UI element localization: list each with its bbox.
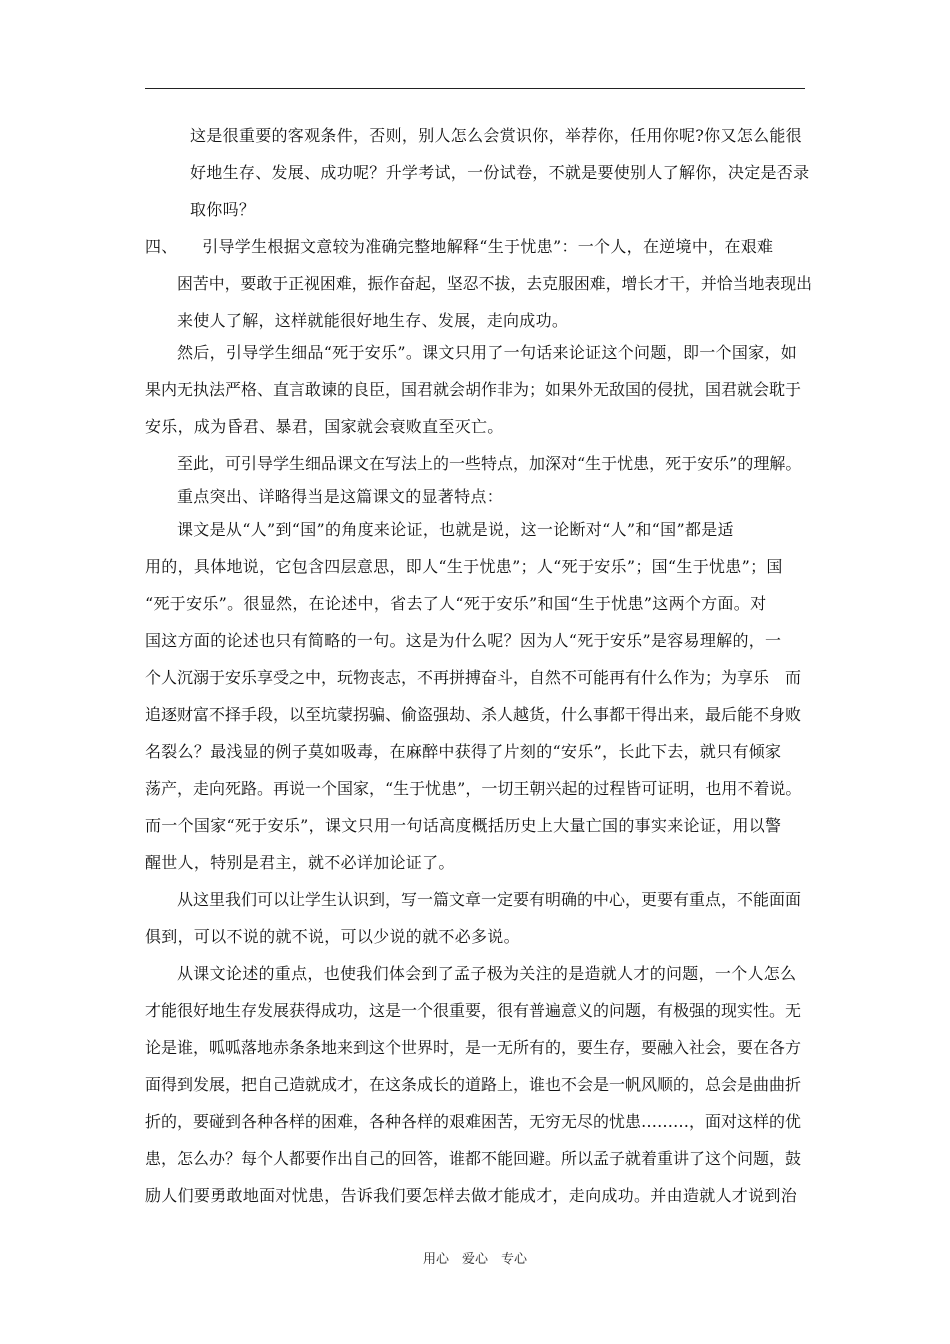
text-line: 而一个国家“死于安乐”，课文只用一句话高度概括历史上大量亡国的事实来论证，用以警 [145, 816, 782, 835]
text-line: 名裂么？最浅显的例子莫如吸毒，在麻醉中获得了片刻的“安乐”，长此下去，就只有倾家 [145, 742, 782, 761]
text-line: 从这里我们可以让学生认识到，写一篇文章一定要有明确的中心，更要有重点，不能面面 [177, 890, 802, 909]
page-footer: 用心 爱心 专心 [422, 1252, 527, 1267]
text-line: 这是很重要的客观条件，否则，别人怎么会赏识你，举荐你，任用你呢?你又怎么能很 [190, 126, 802, 145]
text-line: 国这方面的论述也只有简略的一句。这是为什么呢？因为人“死于安乐”是容易理解的，一 [145, 631, 782, 650]
text-line: 用的，具体地说，它包含四层意思，即人“生于忧患”；人“死于安乐”；国“生于忧患”；国 [145, 557, 783, 576]
text-line: 至此，可引导学生细品课文在写法上的一些特点，加深对“生于忧患，死于安乐”的理解。 [177, 454, 802, 473]
text-line: 励人们要勇敢地面对忧患，告诉我们要怎样去做才能成才，走向成功。并由造就人才说到治 [145, 1186, 798, 1205]
text-line: 从课文论述的重点，也使我们体会到了孟子极为关注的是造就人才的问题，一个人怎么 [177, 964, 797, 983]
text-line: 面得到发展，把自己造就成才，在这条成长的道路上，谁也不会是一帆风顺的，总会是曲曲折 [145, 1075, 802, 1094]
text-line: 然后，引导学生细品“死于安乐”。课文只用了一句话来论证这个问题，即一个国家，如 [177, 343, 798, 362]
text-line: 果内无执法严格、直言敢谏的良臣，国君就会胡作非为；如果外无敌国的侵扰，国君就会耽于 [145, 380, 802, 399]
text-line: 患，怎么办？每个人都要作出自己的回答，谁都不能回避。所以孟子就着重讲了这个问题，鼓 [145, 1149, 802, 1168]
text-line: 安乐，成为昏君、暴君，国家就会衰败直至灭亡。 [145, 417, 504, 436]
text-line: 折的，要碰到各种各样的困难，各种各样的艰难困苦，无穷无尽的忧患………，面对这样的优 [145, 1112, 802, 1131]
text-line: 四、 引导学生根据文意较为准确完整地解释“生于忧患”：一个人，在逆境中，在艰难 [145, 237, 774, 256]
text-line: 来使人了解，这样就能很好地生存、发展，走向成功。 [177, 311, 569, 330]
text-line: “死于安乐”。很显然，在论述中，省去了人“死于安乐”和国“生于忧患”这两个方面。对 [145, 594, 767, 613]
text-line: 论是谁，呱呱落地赤条条地来到这个世界时，是一无所有的，要生存，要融入社会，要在各方 [145, 1038, 802, 1057]
text-line: 荡产，走向死路。再说一个国家，“生于忧患”，一切王朝兴起的过程皆可证明，也用不着说。 [145, 779, 802, 798]
text-line: 课文是从“人”到“国”的角度来论证，也就是说，这一论断对“人”和“国”都是适 [177, 520, 734, 539]
header-rule [145, 88, 805, 89]
text-line: 取你吗？ [190, 200, 256, 219]
text-line: 个人沉溺于安乐享受之中，玩物丧志，不再拼搏奋斗，自然不可能再有什么作为；为享乐 而 [145, 668, 802, 687]
text-line: 才能很好地生存发展获得成功，这是一个很重要，很有普遍意义的问题，有极强的现实性。无 [145, 1001, 802, 1020]
text-line: 困苦中，要敢于正视困难，振作奋起，坚忍不拔，去克服困难，增长才干，并恰当地表现出 [177, 274, 813, 293]
text-line: 俱到，可以不说的就不说，可以少说的就不必多说。 [145, 927, 520, 946]
text-line: 重点突出、详略得当是这篇课文的显著特点： [177, 487, 504, 506]
text-line: 醒世人，特别是君主，就不必详加论证了。 [145, 853, 455, 872]
text-line: 追逐财富不择手段，以至坑蒙拐骗、偷盗强劫、杀人越货，什么事都干得出来，最后能不身败 [145, 705, 802, 724]
text-line: 好地生存、发展、成功呢？升学考试，一份试卷，不就是要使别人了解你，决定是否录 [190, 163, 810, 182]
